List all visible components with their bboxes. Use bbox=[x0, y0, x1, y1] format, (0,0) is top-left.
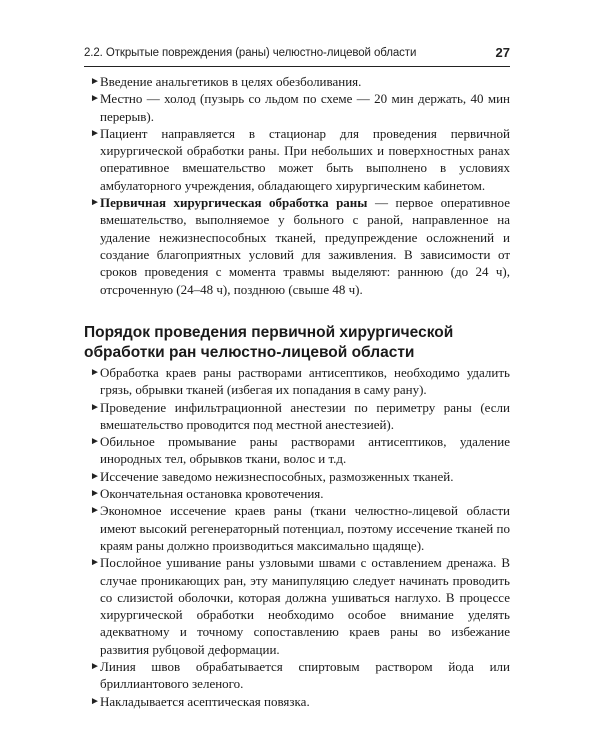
list-item bbox=[84, 399, 510, 434]
list-item bbox=[84, 468, 510, 485]
triangle-bullet-icon: ► bbox=[90, 505, 100, 517]
list-item bbox=[84, 125, 510, 194]
triangle-bullet-icon: ► bbox=[90, 557, 100, 569]
running-title: 2.2. Открытые повреждения (раны) челюстно-лицевой области bbox=[84, 47, 417, 59]
triangle-bullet-icon: ► bbox=[90, 488, 100, 500]
list-item-text: Пациент направляется в стационар для проведения первичной хирургической обработки раны. При небольших и поверхностных ранах оперативное вмешательство может быть выполнено в условиях амбулаторного учреждения, обладающего хирургическим кабинетом. bbox=[100, 125, 510, 193]
definition-term: Первичная хирургическая обработка раны bbox=[100, 195, 368, 211]
list-item-text: Проведение инфильтрационной анестезии по периметру раны (если вмешательство проводится под местной анестезией). bbox=[100, 399, 510, 432]
list-item-text: Иссечение заведомо нежизнеспособных, размозженных тканей. bbox=[100, 468, 454, 484]
list-item-text: Местно — холод (пузырь со льдом по схеме — 20 мин держать, 40 мин перерыв). bbox=[100, 91, 510, 124]
triangle-bullet-icon: ► bbox=[90, 470, 100, 482]
list-item-text: Введение анальгетиков в целях обезболивания. bbox=[100, 74, 362, 89]
triangle-bullet-icon: ► bbox=[90, 436, 100, 448]
page-number: 27 bbox=[495, 45, 510, 60]
list-item-text: Накладывается асептическая повязка. bbox=[100, 693, 310, 709]
list-item-text: Послойное ушивание раны узловыми швами с оставлением дренажа. В случае проникающих ран, эту манипуляцию следует начинать проводить со слизистой оболочки, которая должна ушиваться наглухо. В процессе хирургической обработки необходимо особое внимание уделять адекватному и точному сопоставлению краев раны во избежание развития рубцовой деформации. bbox=[100, 555, 510, 657]
bullet-list-procedure-steps bbox=[84, 364, 510, 710]
list-item-text: Обильное промывание раны растворами антисептиков, удаление инородных тел, обрывков ткани, волос и т.д. bbox=[100, 434, 510, 467]
list-item bbox=[84, 364, 510, 399]
page-header bbox=[84, 47, 510, 67]
list-item bbox=[84, 502, 510, 554]
bullet-list-first-aid bbox=[84, 73, 510, 298]
list-item bbox=[84, 658, 510, 693]
list-item-text: Обработка краев раны растворами антисептиков, необходимо удалить грязь, обрывки тканей (избегая их попадания в саму рану). bbox=[100, 365, 510, 398]
list-item-text: Окончательная остановка кровотечения. bbox=[100, 486, 324, 502]
definition-text: — первое оперативное вмешательство, выполняемое у больного с раной, направленное на удаление нежизнеспособных тканей, предупреждение осложнений и создание благоприятных условий для заживления. В зависимости от сроков проведения с момента травмы выделяют: раннюю (до 24 ч), отсроченную (24–48 ч), позднюю (свыше 48 ч). bbox=[100, 195, 510, 297]
section-heading: Порядок проведения первичной хирургической обработки ран челюстно-лицевой области bbox=[84, 324, 454, 361]
list-item bbox=[84, 90, 510, 125]
triangle-bullet-icon: ► bbox=[90, 197, 100, 209]
list-item-text: Линия швов обрабатывается спиртовым раствором йода или бриллиантового зеленого. bbox=[100, 659, 510, 692]
triangle-bullet-icon: ► bbox=[90, 695, 100, 707]
triangle-bullet-icon: ► bbox=[90, 661, 100, 673]
triangle-bullet-icon: ► bbox=[90, 93, 100, 105]
list-item bbox=[84, 485, 510, 502]
list-item bbox=[84, 433, 510, 468]
triangle-bullet-icon: ► bbox=[90, 127, 100, 139]
list-item bbox=[84, 693, 510, 710]
list-item bbox=[84, 554, 510, 658]
triangle-bullet-icon: ► bbox=[90, 401, 100, 413]
list-item-definition bbox=[84, 194, 510, 298]
list-item bbox=[84, 73, 510, 90]
list-item-text: Экономное иссечение краев раны (ткани челюстно-лицевой области имеют высокий регенераторный потенциал, поэтому иссечение тканей по краям раны должно производиться максимально щадяще). bbox=[100, 503, 510, 553]
triangle-bullet-icon: ► bbox=[90, 367, 100, 378]
triangle-bullet-icon: ► bbox=[90, 76, 100, 87]
